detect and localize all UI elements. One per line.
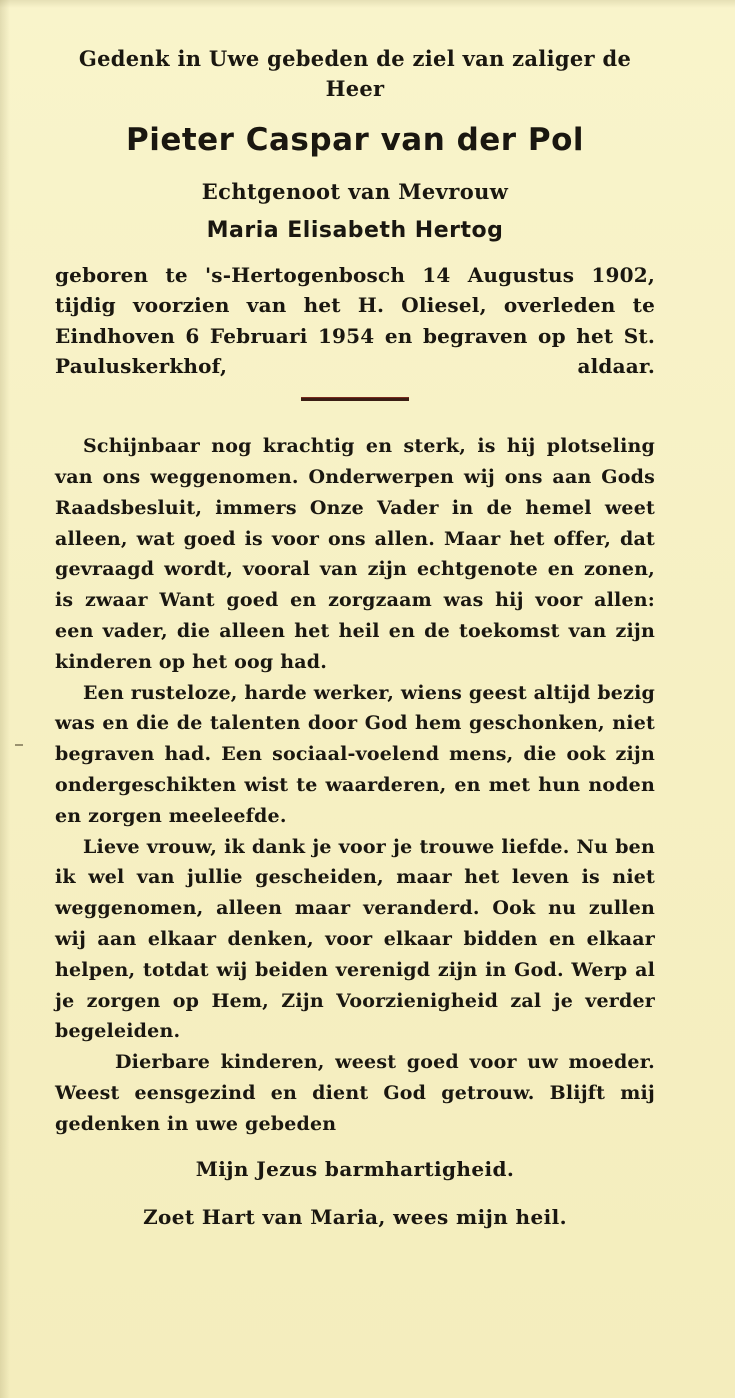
intro-text: Gedenk in Uwe gebeden de ziel van zaliger de Heer <box>78 46 632 101</box>
paper-edge-shadow-left <box>0 0 10 1398</box>
closing-prayer-1: Mijn Jezus barmhartigheid. <box>195 1156 515 1181</box>
paper-mark <box>15 744 23 746</box>
paragraph-1: Schijnbaar nog krachtig en sterk, is hij plotseling van ons weggenomen. Onderwerpen wij ons aan Gods Raadsbesluit, immers Onze Vader in de hemel weet alleen, wat goed is voor ons allen. Maar het offer, dat gevraagd wordt, vooral van zijn echtgenote en zonen, is zwaar Want goed en zorgzaam was hij voor allen: een vader, die alleen het heil en de toekomst van zijn kinderen op het oog had. <box>55 435 655 673</box>
deceased-name: Pieter Caspar van der Pol <box>125 122 585 158</box>
spouse-name: Maria Elisabeth Hertog <box>206 218 504 243</box>
paragraph-2: Een rusteloze, harde werker, wiens geest altijd bezig was en die de talenten door God hem geschonken, niet begraven had. Een sociaal-voelend mens, die ook zijn ondergeschikten wist te waarderen, en met hun noden en zorgen meeleefde. <box>55 681 655 827</box>
spouse-label: Echtgenoot van Mevrouw <box>201 179 509 204</box>
divider-rule <box>301 397 409 401</box>
closing-prayer-2: Zoet Hart van Maria, wees mijn heil. <box>143 1204 567 1229</box>
paper-edge-shadow-top <box>0 0 735 8</box>
paragraph-3: Lieve vrouw, ik dank je voor je trouwe liefde. Nu ben ik wel van jullie gescheiden, maar het leven is niet weggenomen, alleen maar veranderd. Ook nu zullen wij aan elkaar denken, voor elkaar bidden en elkaar helpen, totdat wij beiden verenigd zijn in God. Werp al je zorgen op Hem, Zijn Voorzienigheid zal je verder begeleiden. <box>55 835 655 1043</box>
paragraph-4: Dierbare kinderen, weest goed voor uw moeder. Weest eensgezind en dient God getrouw. Blijft mij gedenken in uwe gebeden <box>55 1051 655 1135</box>
biography-text: geboren te 's-Hertogenbosch 14 Augustus 1902, tijdig voorzien van het H. Oliesel, overleden te Eindhoven 6 Februari 1954 en begraven op het St. Pauluskerkhof, aldaar. <box>55 263 655 378</box>
card-content <box>55 44 655 1232</box>
